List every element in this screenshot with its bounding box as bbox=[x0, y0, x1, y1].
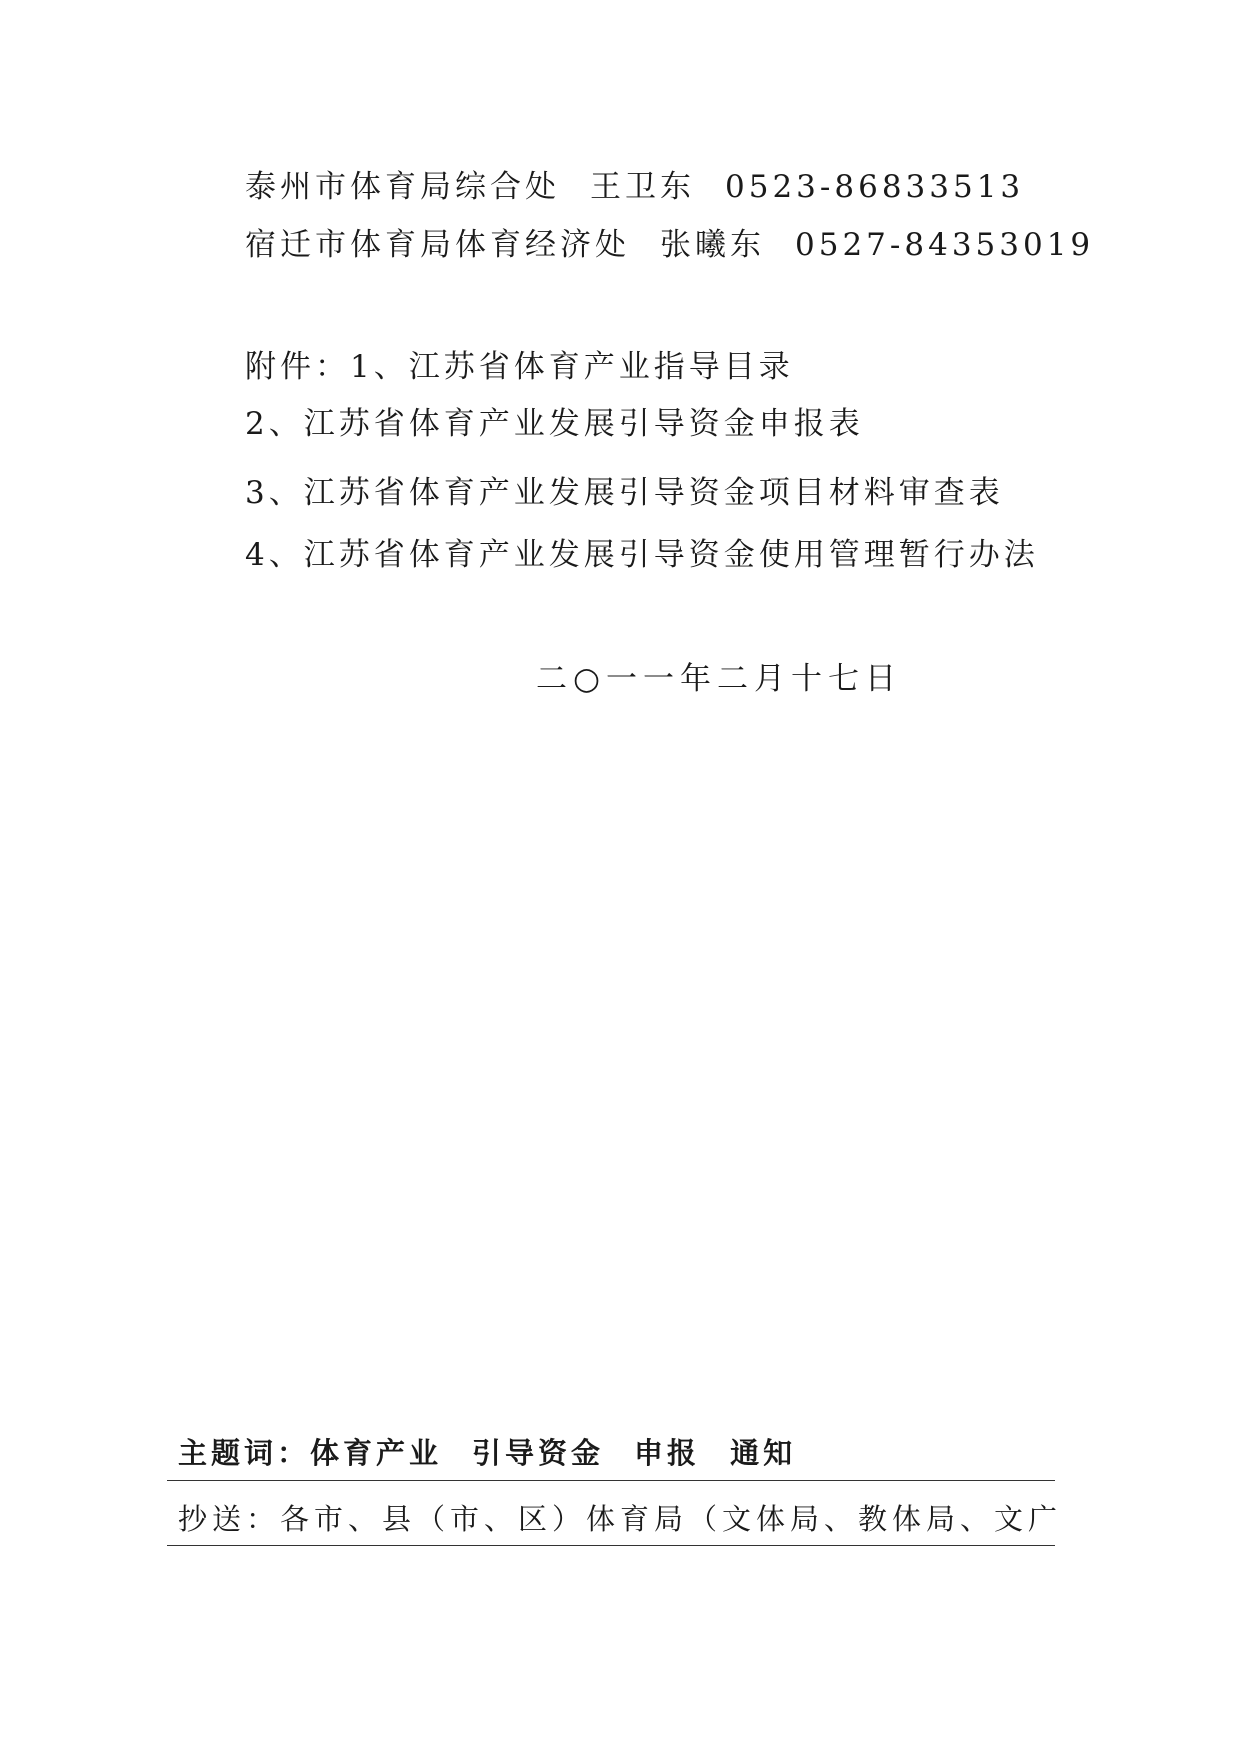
contact-name: 张曦东 bbox=[660, 227, 765, 263]
contact-name: 王卫东 bbox=[590, 169, 695, 205]
contact-unit: 泰州市体育局综合处 bbox=[245, 169, 560, 205]
contact-line-1 bbox=[245, 168, 1024, 206]
contact-line-2 bbox=[245, 226, 1094, 264]
keyword: 引导资金 bbox=[472, 1436, 605, 1470]
attachment-item-4 bbox=[245, 536, 1039, 574]
attachment-text: 3、江苏省体育产业发展引导资金项目材料审查表 bbox=[245, 475, 1004, 511]
issue-date: 二○一一年二月十七日 bbox=[536, 661, 903, 697]
contact-unit: 宿迁市体育局体育经济处 bbox=[245, 227, 630, 263]
keywords-label: 主题词： bbox=[178, 1436, 311, 1470]
contact-phone: 0523-86833513 bbox=[725, 169, 1025, 205]
attachment-item-1 bbox=[245, 348, 794, 386]
keyword: 申报 bbox=[634, 1436, 701, 1470]
attachment-item-2 bbox=[245, 405, 864, 443]
attachment-text: 4、江苏省体育产业发展引导资金使用管理暂行办法 bbox=[245, 537, 1039, 573]
keywords-line bbox=[178, 1434, 826, 1472]
keyword: 通知 bbox=[730, 1436, 797, 1470]
attachment-text: 1、江苏省体育产业指导目录 bbox=[350, 349, 794, 385]
contact-phone: 0527-84353019 bbox=[795, 227, 1095, 263]
divider-bottom bbox=[167, 1545, 1055, 1546]
keyword: 体育产业 bbox=[310, 1436, 443, 1470]
attachment-item-3 bbox=[245, 474, 1004, 512]
attachment-text: 2、江苏省体育产业发展引导资金申报表 bbox=[245, 406, 864, 442]
cc-line: 抄送：各市、县（市、区）体育局（文体局、教体局、文广 bbox=[178, 1502, 1063, 1536]
attachment-label: 附件： bbox=[245, 349, 350, 385]
divider-top bbox=[167, 1480, 1055, 1481]
